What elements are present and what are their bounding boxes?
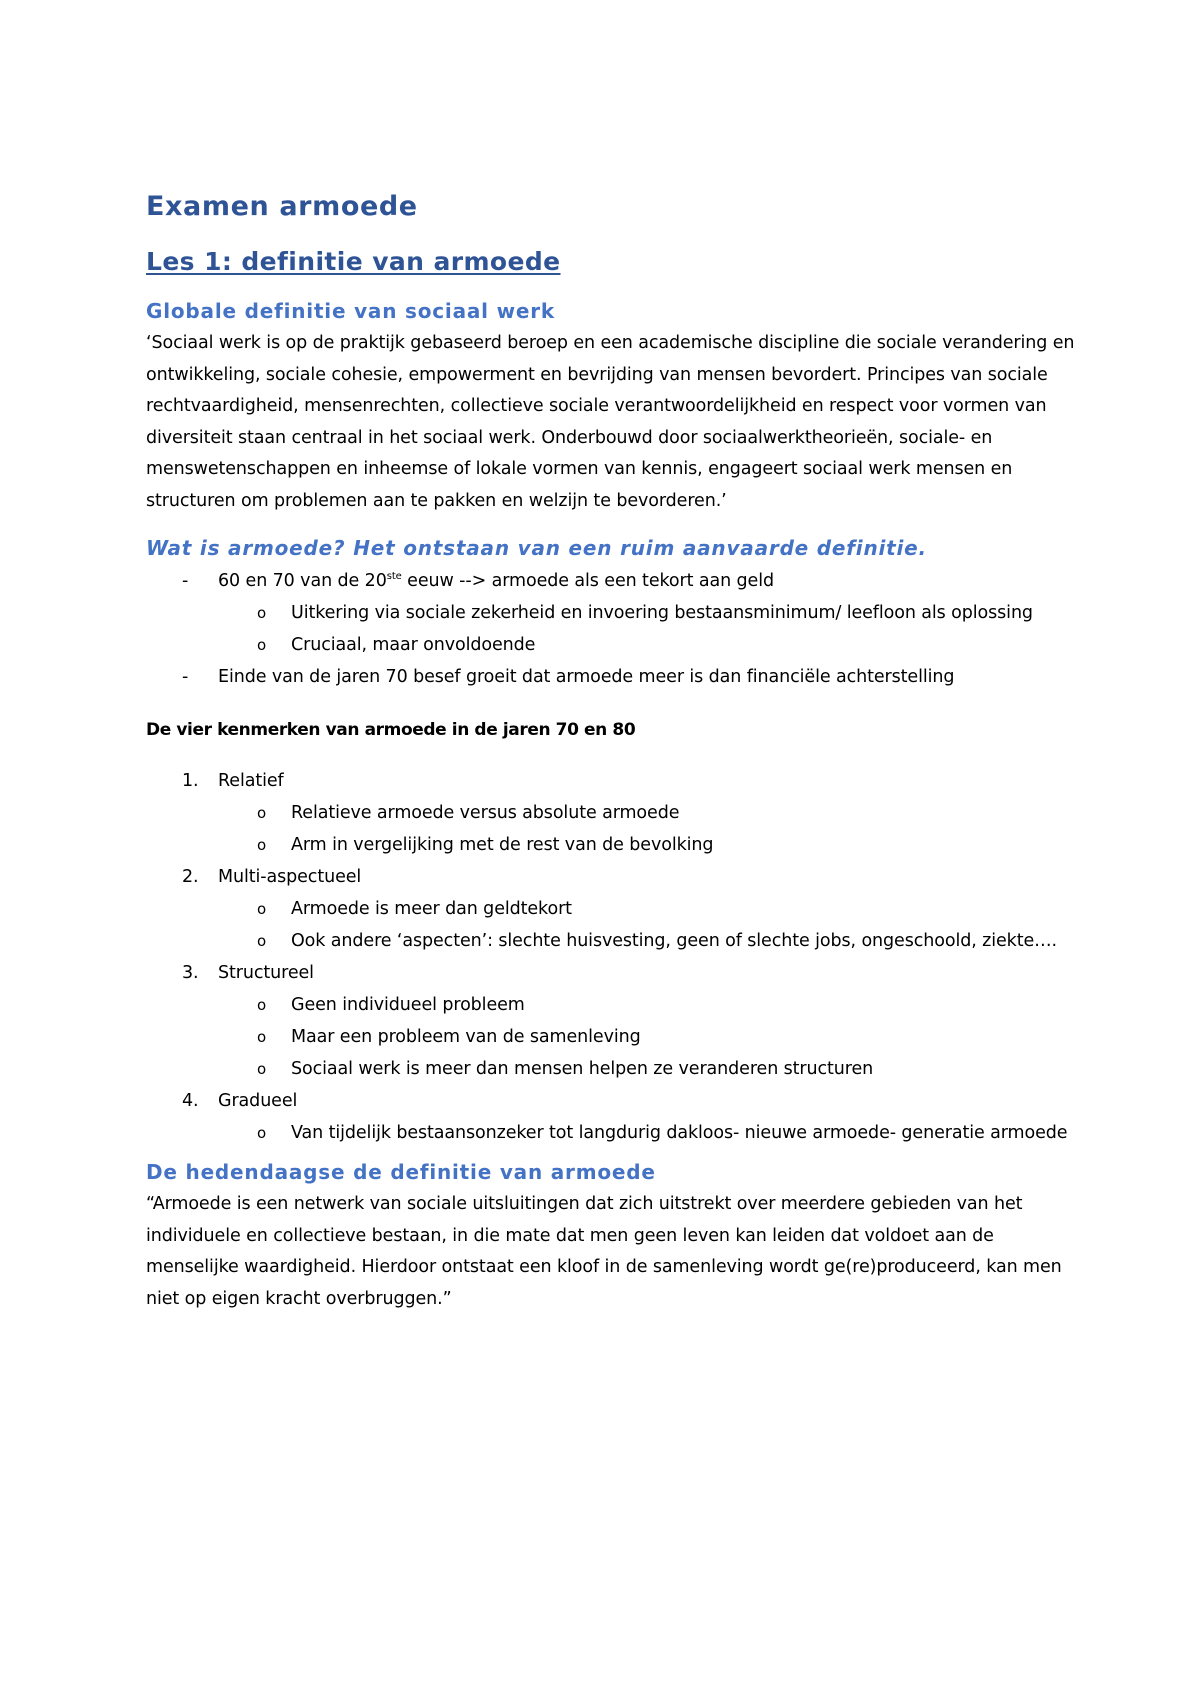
circle-bullet: o [257,996,267,1014]
sub-list-item-text: Van tijdelijk bestaansonzeker tot langdurig dakloos- nieuwe armoede- generatie armoede [291,1123,1068,1143]
document-title: Examen armoede [146,191,418,222]
list-item [146,957,1076,989]
circle-bullet: o [257,1124,267,1142]
list-number: 4. [182,1091,199,1111]
sub-list-item-text: Uitkering via sociale zekerheid en invoering bestaansminimum/ leefloon als oplossing [291,603,1033,623]
sub-list-item-text: Sociaal werk is meer dan mensen helpen ze veranderen structuren [291,1059,874,1079]
sub-list-item-text: Ook andere ‘aspecten’: slechte huisvesting, geen of slechte jobs, ongeschoold, ziekte…. [291,931,1058,951]
sub-list-item [146,797,1076,829]
lesson-heading-text: Les 1: definitie van armoede [146,247,561,276]
list-item-text-part: 60 en 70 van de 20 [218,571,387,591]
social-work-definition: ‘Sociaal werk is op de praktijk gebaseerd beroep en een academische discipline die sociale verandering en ontwikkeling, sociale cohesie, empowerment en bevrijding van mensen bevordert. Principes van sociale rechtvaardigheid, mensenrechten, collectieve sociale verantwoordelijkheid en respect voor vormen van diversiteit staan centraal in het sociaal werk. Onderbouwd door sociaalwerktheorieën, sociale- en menswetenschappen en inheemse of lokale vormen van kennis, engageert sociaal werk mensen en structuren om problemen aan te pakken en welzijn te bevorderen.’ [146,333,1075,511]
sub-list-item [146,1053,1076,1085]
sub-list-item-text: Relatieve armoede versus absolute armoede [291,803,680,823]
sub-list-item-text: Armoede is meer dan geldtekort [291,899,572,919]
dash-bullet: - [182,571,189,591]
sub-list-item [146,597,1076,629]
list-item-text: Multi-aspectueel [218,867,362,887]
sub-list-item [146,893,1076,925]
list-item [146,765,1076,797]
section-heading-contemporary-definition: De hedendaagse de definitie van armoede [146,1160,656,1184]
list-item [146,565,1076,597]
contemporary-poverty-definition: “Armoede is een netwerk van sociale uitsluitingen dat zich uitstrekt over meerdere gebieden van het individuele en collectieve bestaan, in die mate dat men geen leven kan leiden dat voldoet aan de menselijke waardigheid. Hierdoor ontstaat een kloof in de samenleving wordt ge(re)produceerd, kan men niet op eigen kracht overbruggen.” [146,1194,1062,1309]
circle-bullet: o [257,604,267,622]
spacer [146,1149,1076,1159]
circle-bullet: o [257,836,267,854]
sub-list-item-text: Geen individueel probleem [291,995,525,1015]
section-heading-social-work: Globale definitie van sociaal werk [146,299,555,323]
section-heading-what-is-poverty: Wat is armoede? Het ontstaan van een ruim aanvaarde definitie. [146,536,927,560]
poverty-history-list [146,565,1076,693]
sub-list-item [146,1021,1076,1053]
list-number: 2. [182,867,199,887]
list-item [146,1085,1076,1117]
list-item-text: Gradueel [218,1091,298,1111]
list-item-text: Relatief [218,771,284,791]
list-item-text-part: eeuw --> armoede als een tekort aan geld [401,571,774,591]
characteristics-list [146,765,1076,1149]
circle-bullet: o [257,1028,267,1046]
sub-list-item [146,829,1076,861]
list-item-text: Structureel [218,963,314,983]
list-item-text [218,571,774,591]
list-item [146,861,1076,893]
list-item-text: Einde van de jaren 70 besef groeit dat armoede meer is dan financiële achterstelling [218,667,955,687]
superscript: ste [386,571,402,582]
sub-list-item [146,925,1076,957]
circle-bullet: o [257,804,267,822]
sub-list-item [146,989,1076,1021]
circle-bullet: o [257,932,267,950]
circle-bullet: o [257,900,267,918]
sub-list-item-text: Cruciaal, maar onvoldoende [291,635,536,655]
list-item [146,661,1076,693]
sub-list-item [146,629,1076,661]
lesson-heading [146,246,1076,278]
circle-bullet: o [257,636,267,654]
list-number: 1. [182,771,199,791]
list-number: 3. [182,963,199,983]
section-heading-four-characteristics: De vier kenmerken van armoede in de jaren 70 en 80 [146,720,636,740]
circle-bullet: o [257,1060,267,1078]
dash-bullet: - [182,667,189,687]
document-content [146,190,1076,1315]
sub-list-item-text: Maar een probleem van de samenleving [291,1027,641,1047]
sub-list-item-text: Arm in vergelijking met de rest van de bevolking [291,835,714,855]
sub-list-item [146,1117,1076,1149]
